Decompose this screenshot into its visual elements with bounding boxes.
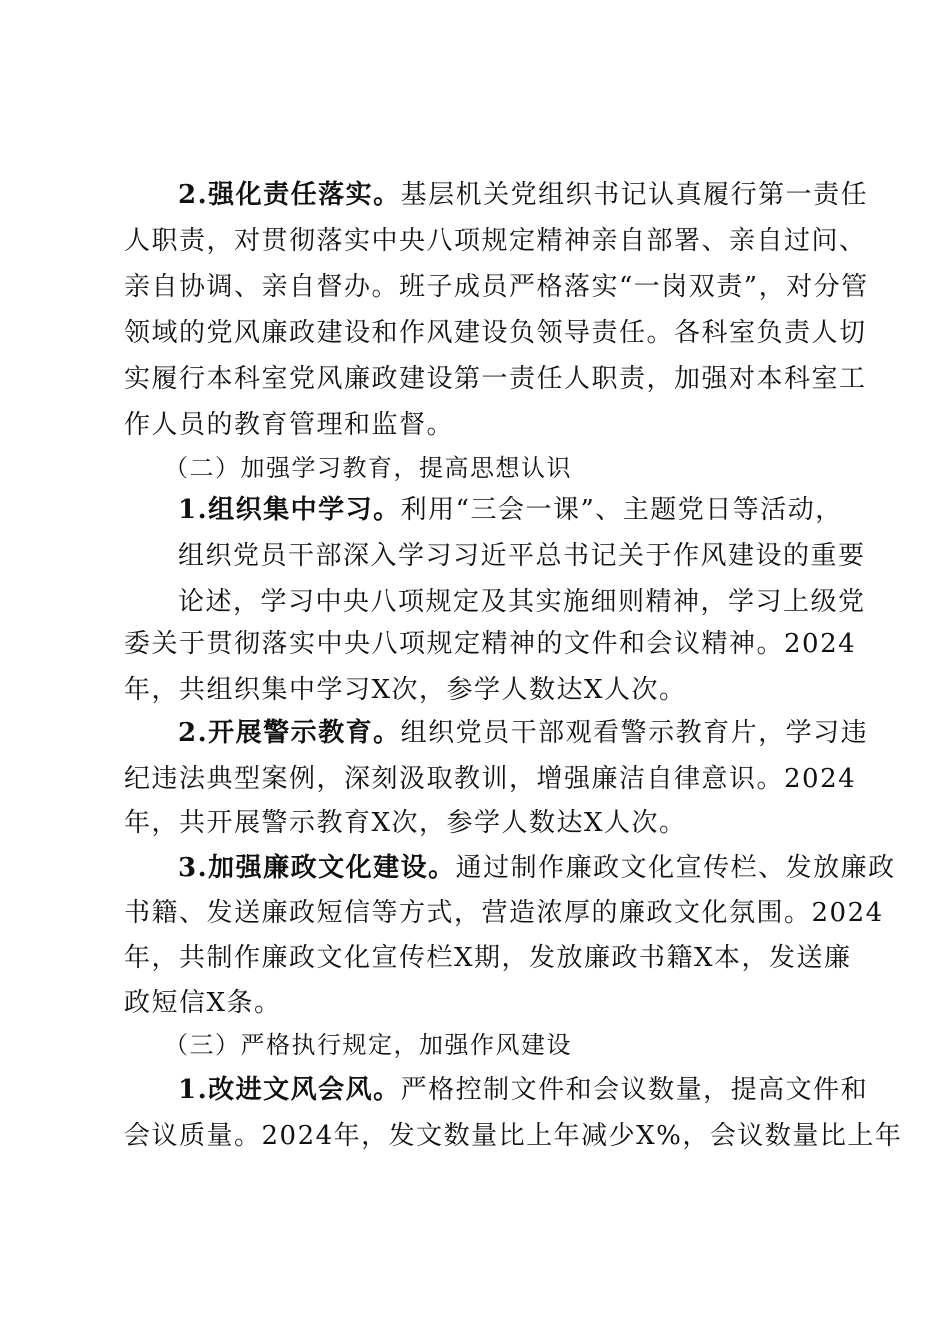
paragraph-line (178, 1073, 868, 1107)
paragraph-line (178, 493, 843, 527)
paragraph-line: 政短信X条。 (124, 988, 282, 1018)
section-subheading: （二）加强学习教育，提高思想认识 (164, 454, 572, 482)
paragraph-line: 书籍、发送廉政短信等方式，营造浓厚的廉政文化氛围。2024 (124, 898, 884, 928)
paragraph-line: 组织党员干部深入学习习近平总书记关于作风建设的重要 (178, 541, 866, 571)
paragraph-line: 实履行本科室党风廉政建设第一责任人职责，加强对本科室工 (124, 364, 867, 394)
paragraph-line: 年，共开展警示教育X次，参学人数达X人次。 (124, 808, 687, 838)
paragraph-text: 通过制作廉政文化宣传栏、发放廉政 (455, 853, 896, 883)
paragraph-line: 纪违法典型案例，深刻汲取教训，增强廉洁自律意识。2024 (124, 764, 857, 794)
section-subheading: （三）严格执行规定，加强作风建设 (164, 1031, 572, 1059)
item-heading: 3.加强廉政文化建设。 (178, 853, 456, 883)
paragraph-text: 利用“三会一课”、主题党日等活动， (400, 495, 843, 525)
paragraph-line: 委关于贯彻落实中央八项规定精神的文件和会议精神。2024 (124, 629, 857, 659)
paragraph-line: 论述，学习中央八项规定及其实施细则精神，学习上级党 (178, 587, 866, 617)
paragraph-text: 严格控制文件和会议数量，提高文件和 (400, 1075, 869, 1105)
paragraph-text: 组织党员干部观看警示教育片，学习违 (400, 718, 869, 748)
paragraph-line: 人职责，对贯彻落实中央八项规定精神亲自部署、亲自过问、 (124, 226, 867, 256)
paragraph-text: 基层机关党组织书记认真履行第一责任 (400, 180, 869, 210)
paragraph-line: 会议质量。2024年，发文数量比上年减少X%，会议数量比上年 (124, 1121, 903, 1151)
paragraph-line: 领域的党风廉政建设和作风建设负领导责任。各科室负责人切 (124, 318, 867, 348)
paragraph-line: 作人员的教育管理和监督。 (124, 410, 455, 440)
paragraph-line (178, 851, 896, 885)
item-heading: 2.强化责任落实。 (178, 180, 401, 210)
item-heading: 1.组织集中学习。 (178, 495, 401, 525)
paragraph-line: 亲自协调、亲自督办。班子成员严格落实“一岗双责”，对分管 (124, 272, 869, 302)
paragraph-line: 年，共组织集中学习X次，参学人数达X人次。 (124, 675, 687, 705)
paragraph-line: 年，共制作廉政文化宣传栏X期，发放廉政书籍X本，发送廉 (124, 943, 852, 973)
item-heading: 2.开展警示教育。 (178, 718, 401, 748)
paragraph-line (178, 716, 868, 750)
paragraph-line (178, 178, 868, 212)
item-heading: 1.改进文风会风。 (178, 1075, 401, 1105)
